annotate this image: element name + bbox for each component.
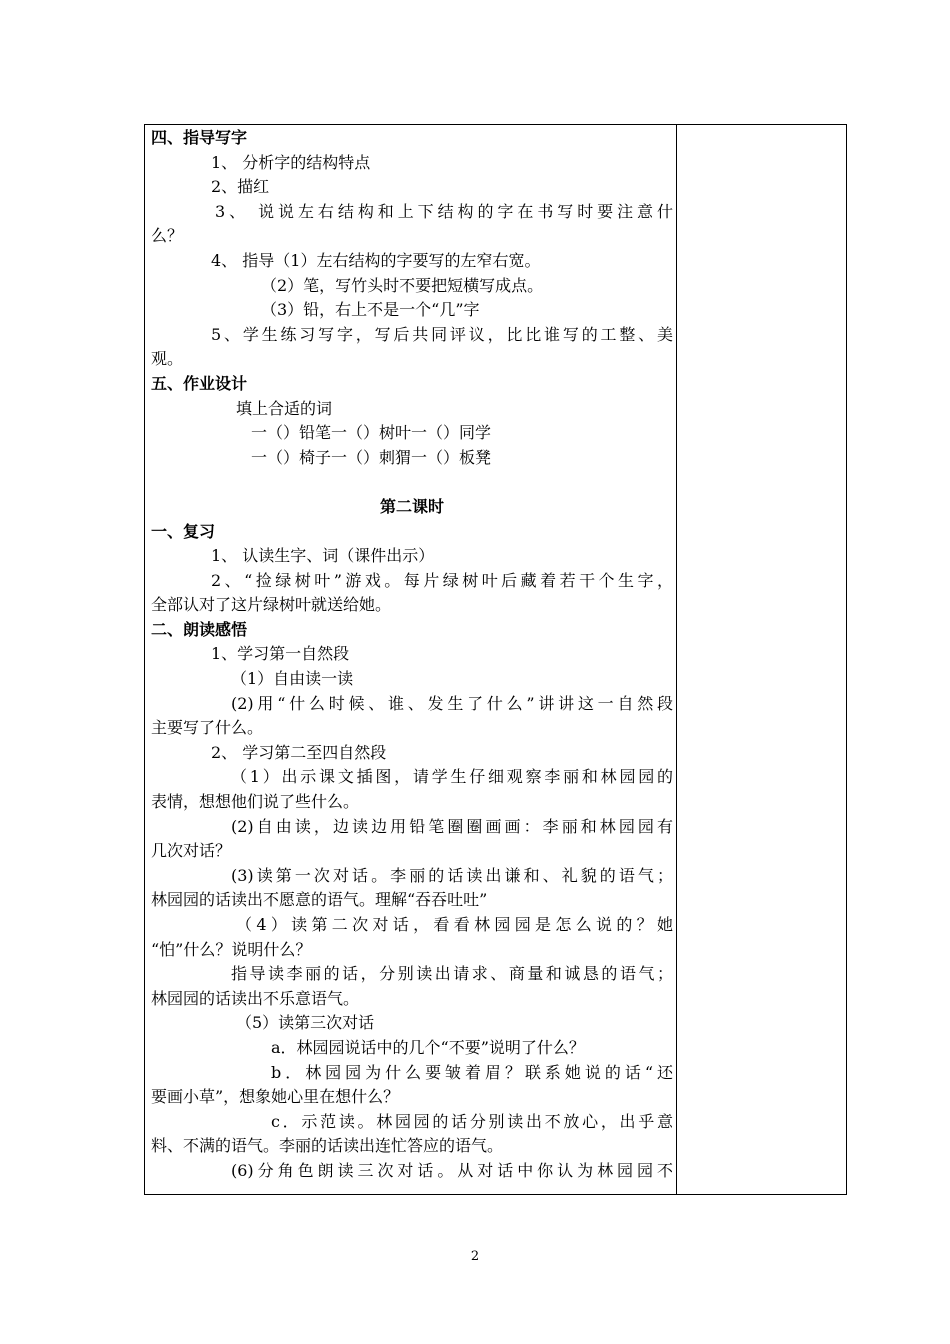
text-line: 主要写了什么。 — [151, 718, 264, 738]
text-line: （4）读第二次对话，看看林园园是怎么说的？她 — [236, 915, 673, 934]
section-heading: 第二课时 — [379, 496, 444, 516]
text-line: 一（）铅笔一（）树叶一（）同学 — [251, 423, 492, 443]
text-line: 林园园的话读出不愿意的语气。理解“吞吞吐吐” — [151, 890, 488, 910]
text-line: b．林园园为什么要皱着眉？联系她说的话“还 — [271, 1062, 673, 1082]
text-line: 2、 学习第二至四自然段 — [211, 742, 387, 762]
text-line — [151, 470, 673, 495]
text-line: 么？ — [151, 226, 184, 246]
text-line: (3)读第一次对话。李丽的话读出谦和、礼貌的语气； — [231, 865, 673, 885]
text-line: 要画小草”，想象她心里在想什么？ — [151, 1087, 400, 1107]
text-line: 2、描红 — [211, 177, 270, 197]
text-line: 1、学习第一自然段 — [211, 644, 350, 664]
text-line: 5、学生练习写字，写后共同评议，比比谁写的工整、美 — [211, 324, 673, 344]
text-line: 2、“捡绿树叶”游戏。每片绿树叶后藏着若干个生字， — [211, 570, 673, 590]
section-heading: 五、作业设计 — [151, 373, 248, 393]
text-line: 一（）椅子一（）刺猬一（）板凳 — [251, 447, 492, 467]
text-line: 3、 说说左右结构和上下结构的字在书写时要注意什 — [215, 201, 673, 221]
text-line: 4、 指导（1）左右结构的字要写的左窄右宽。 — [211, 250, 541, 270]
column-divider — [676, 125, 677, 1194]
lesson-content-cell — [151, 126, 673, 1184]
text-line: 1、 分析字的结构特点 — [211, 152, 371, 172]
text-line: 全部认对了这片绿树叶就送给她。 — [151, 595, 392, 615]
section-heading: 二、朗读感悟 — [151, 619, 248, 639]
page-number: 2 — [470, 1249, 480, 1264]
text-line: “怕”什么？说明什么？ — [151, 939, 312, 959]
text-line: （5）读第三次对话 — [236, 1013, 375, 1033]
text-line: （2）笔，写竹头时不要把短横写成点。 — [261, 275, 544, 295]
text-line: 料、不满的语气。李丽的话读出连忙答应的语气。 — [151, 1136, 504, 1156]
lesson-plan-table — [144, 124, 847, 1195]
text-line: (2)用“什么时候、谁、发生了什么”讲讲这一自然段 — [231, 693, 673, 713]
text-line: （3）铅，右上不是一个“几”字 — [261, 300, 480, 320]
text-line: a．林园园说话中的几个“不要”说明了什么？ — [271, 1037, 585, 1057]
section-heading: 一、复习 — [151, 521, 216, 541]
text-line: 1、 认读生字、词（课件出示） — [211, 546, 435, 566]
text-line: c．示范读。林园园的话分别读出不放心，出乎意 — [271, 1111, 673, 1131]
text-line: (2)自由读，边读边用铅笔圈圈画画：李丽和林园园有 — [231, 816, 673, 836]
section-heading: 四、指导写字 — [151, 128, 248, 147]
text-line: （1）出示课文插图，请学生仔细观察李丽和林园园的 — [231, 767, 673, 787]
text-line: 观。 — [151, 349, 184, 369]
text-line: 几次对话？ — [151, 841, 232, 861]
text-line: 指导读李丽的话，分别读出请求、商量和诚恳的语气； — [231, 964, 673, 984]
text-line: 填上合适的词 — [236, 398, 333, 418]
text-line: 表情，想想他们说了些什么。 — [151, 792, 360, 812]
text-line: (6)分角色朗读三次对话。从对话中你认为林园园不 — [231, 1160, 673, 1180]
text-line: 林园园的话读出不乐意语气。 — [151, 988, 360, 1008]
text-line: （1）自由读一读 — [231, 669, 354, 689]
